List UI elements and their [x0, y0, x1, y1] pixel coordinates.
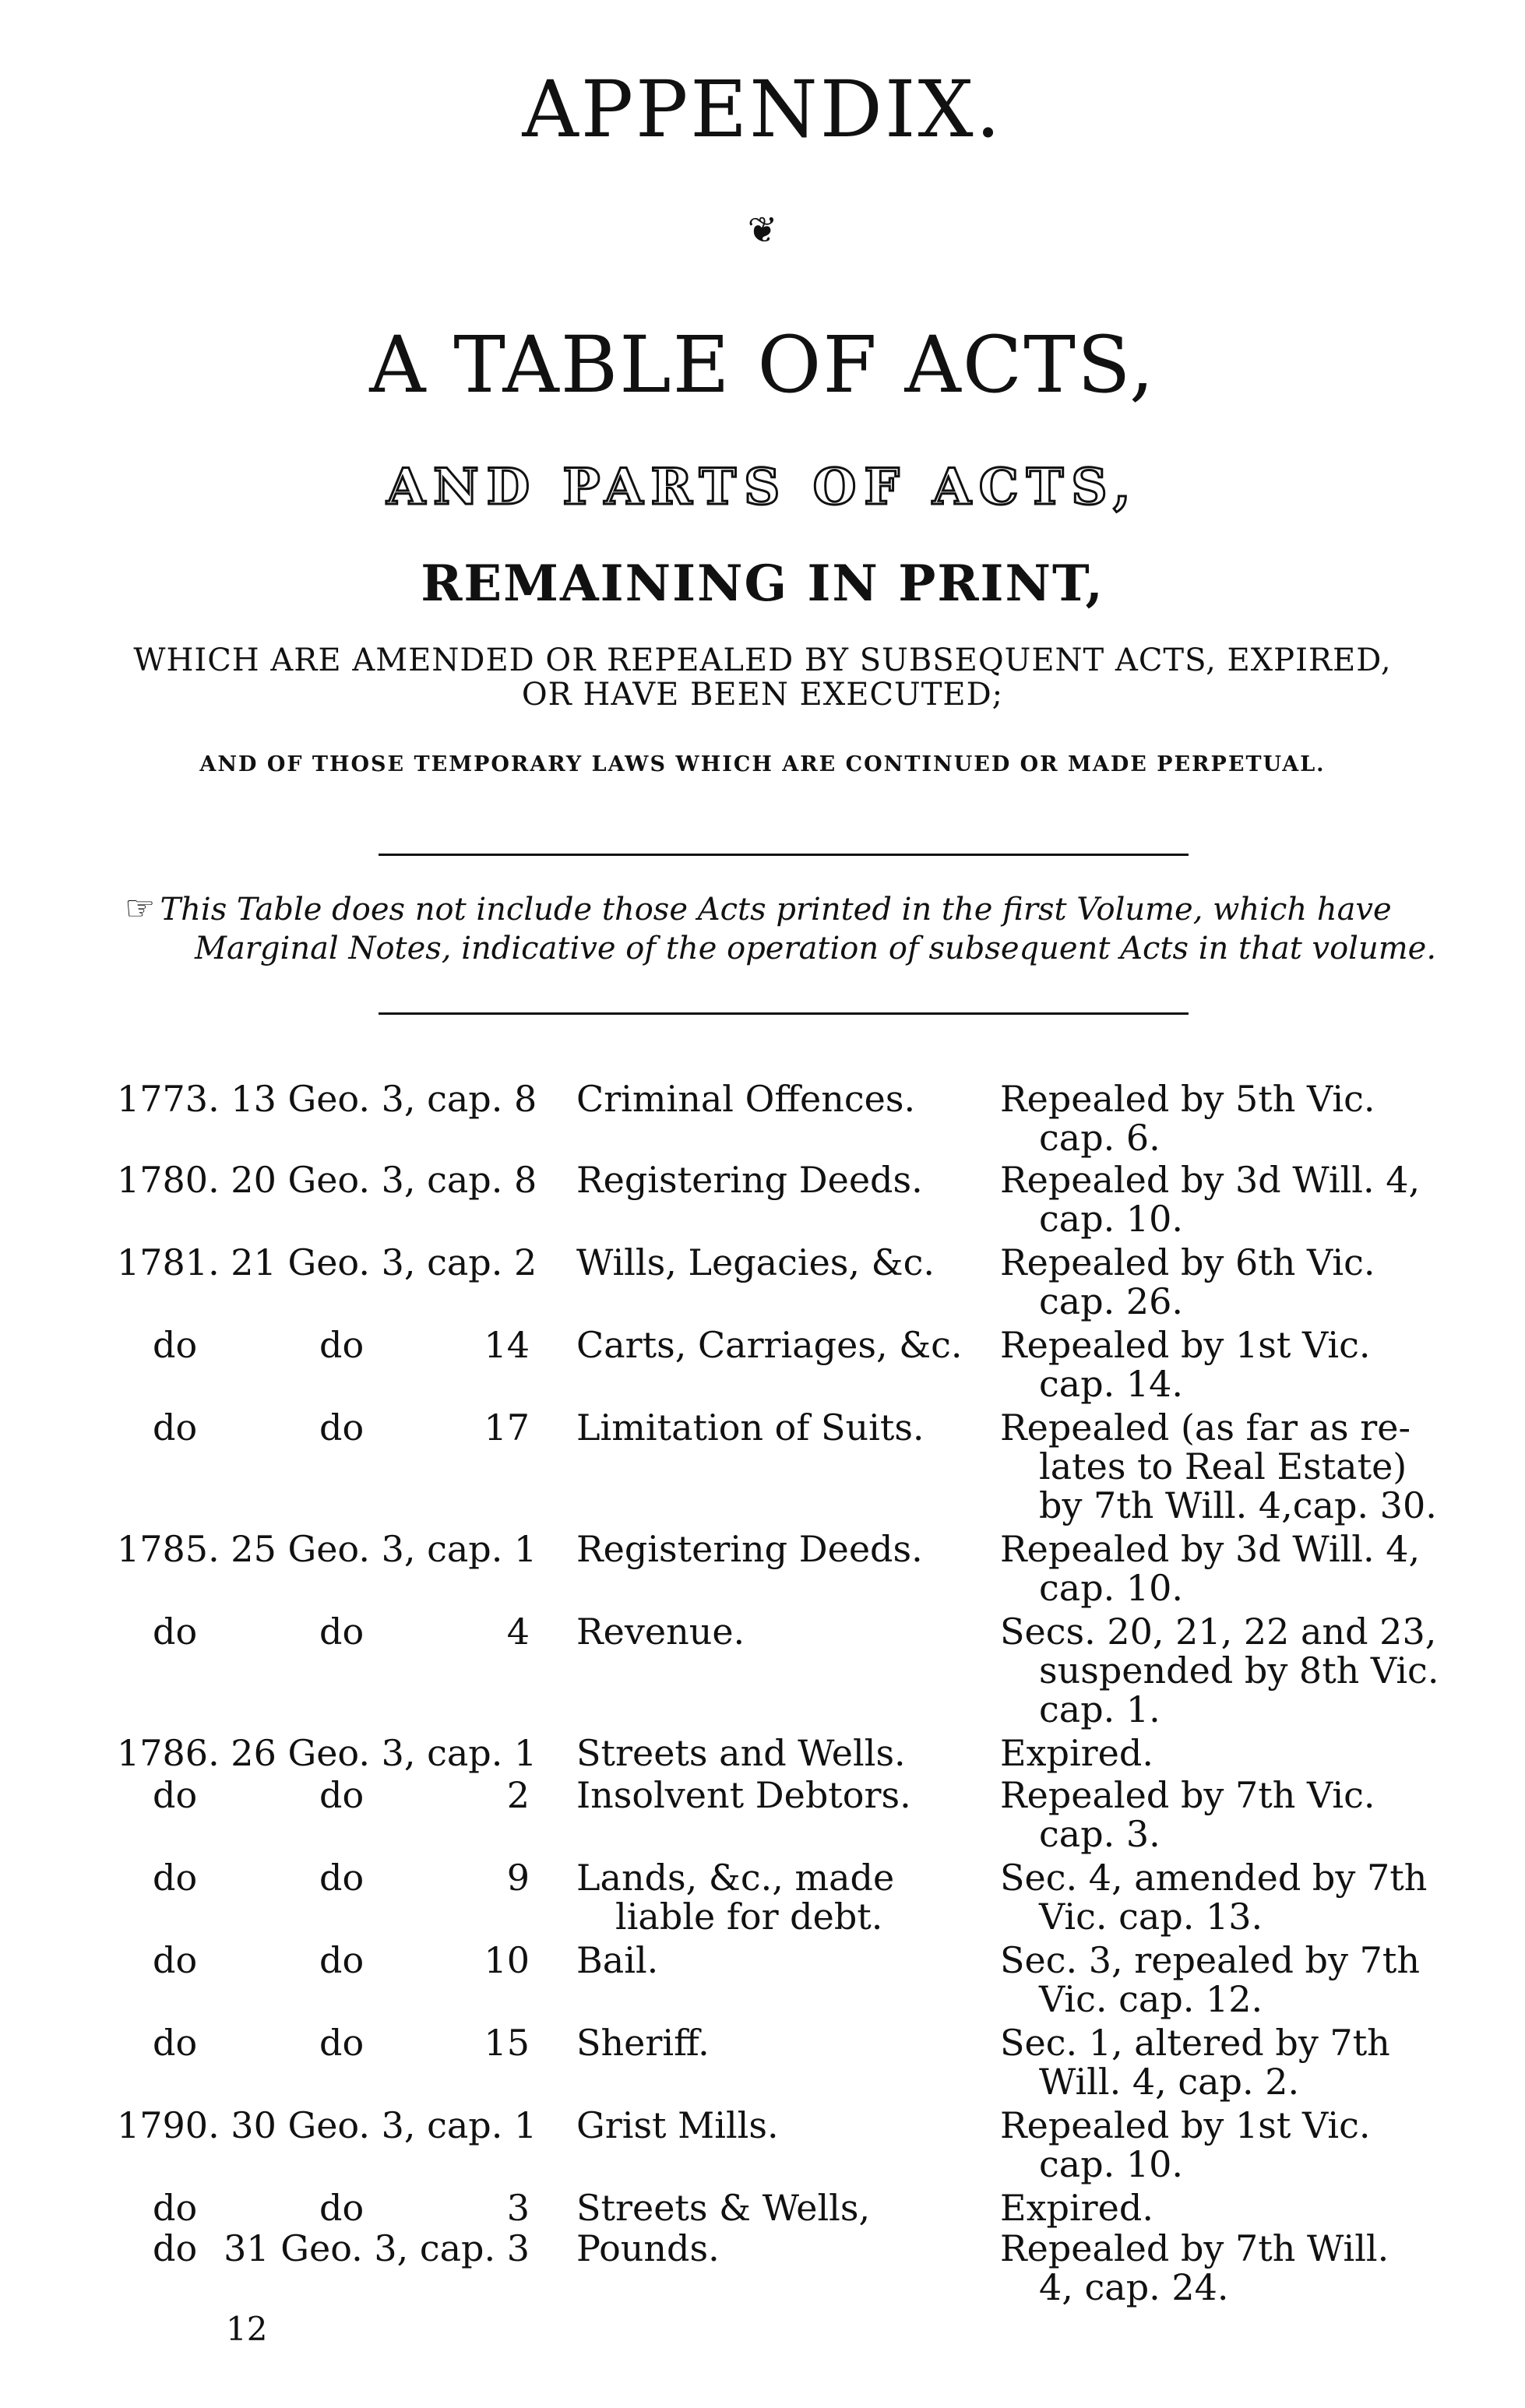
- act-subject: Criminal Offences.: [576, 1078, 916, 1120]
- act-subject: Registering Deeds.: [576, 1159, 923, 1201]
- act-chapter: 10: [484, 1939, 530, 1981]
- act-effect: Repealed by 7th Will.: [1000, 2227, 1389, 2269]
- ditto-mark: do: [319, 1774, 365, 1816]
- ditto-mark: do: [319, 1611, 365, 1653]
- act-effect: Sec. 1, altered by 7th: [1000, 2022, 1390, 2064]
- ornament-divider-icon: ❦: [747, 209, 778, 251]
- act-subject: Lands, &c., made: [576, 1857, 895, 1899]
- act-effect-continued: suspended by 8th Vic.: [1039, 1649, 1439, 1692]
- act-reference: 1786. 26 Geo. 3, cap. 1: [117, 1732, 537, 1774]
- ditto-mark: do: [153, 2227, 198, 2269]
- ditto-mark: do: [319, 2187, 365, 2229]
- act-effect-continued: cap. 10.: [1039, 1567, 1184, 1609]
- act-effect-continued: cap. 1.: [1039, 1688, 1160, 1730]
- act-reference: 1773. 13 Geo. 3, cap. 8: [117, 1078, 537, 1120]
- act-effect-continued: cap. 6.: [1039, 1117, 1160, 1159]
- act-reference: 1780. 20 Geo. 3, cap. 8: [117, 1159, 537, 1201]
- ditto-mark: do: [153, 2022, 198, 2064]
- act-effect-continued: cap. 10.: [1039, 2143, 1184, 2185]
- act-effect: Repealed by 3d Will. 4,: [1000, 1159, 1421, 1201]
- act-effect-continued: Vic. cap. 13.: [1039, 1896, 1263, 1938]
- act-effect: Repealed by 3d Will. 4,: [1000, 1528, 1421, 1570]
- act-effect-continued: lates to Real Estate): [1039, 1445, 1407, 1487]
- act-effect-continued: cap. 14.: [1039, 1363, 1184, 1405]
- act-effect: Repealed by 1st Vic.: [1000, 1324, 1371, 1366]
- act-chapter: 15: [484, 2022, 530, 2064]
- act-chapter: 9: [506, 1857, 530, 1899]
- act-subject: Limitation of Suits.: [576, 1406, 925, 1449]
- act-effect: Expired.: [1000, 2187, 1153, 2229]
- act-subject-continued: liable for debt.: [615, 1896, 883, 1938]
- act-effect: Sec. 4, amended by 7th: [1000, 1857, 1428, 1899]
- appendix-heading: APPENDIX.: [522, 64, 1003, 155]
- act-subject: Revenue.: [576, 1611, 745, 1653]
- act-effect-continued: 4, cap. 24.: [1039, 2266, 1229, 2308]
- ditto-mark: do: [153, 1857, 198, 1899]
- act-subject: Wills, Legacies, &c.: [576, 1241, 935, 1283]
- ditto-mark: do: [153, 1939, 198, 1981]
- act-chapter: 14: [484, 1324, 530, 1366]
- act-reference: 1785. 25 Geo. 3, cap. 1: [117, 1528, 537, 1570]
- note-text-1: This Table does not include those Acts printed in the first Volume, which have: [160, 892, 1392, 928]
- act-effect-continued: cap. 26.: [1039, 1280, 1184, 1322]
- act-chapter: 17: [484, 1406, 530, 1449]
- act-effect-continued: cap. 3.: [1039, 1813, 1160, 1855]
- act-chapter: 4: [506, 1611, 530, 1653]
- act-effect: Repealed (as far as re-: [1000, 1406, 1411, 1449]
- act-subject: Registering Deeds.: [576, 1528, 923, 1570]
- act-subject: Streets and Wells.: [576, 1732, 906, 1774]
- act-effect-continued: Will. 4, cap. 2.: [1039, 2061, 1300, 2103]
- act-subject: Grist Mills.: [576, 2104, 779, 2146]
- remaining-subtitle: REMAINING IN PRINT,: [421, 554, 1104, 613]
- scope-line-2: OR HAVE BEEN EXECUTED;: [521, 677, 1004, 713]
- act-subject: Pounds.: [576, 2227, 720, 2269]
- ditto-mark: do: [319, 1406, 365, 1449]
- ditto-mark: do: [153, 2187, 198, 2229]
- ditto-mark: do: [153, 1774, 198, 1816]
- act-effect: Repealed by 1st Vic.: [1000, 2104, 1371, 2146]
- scope-line-1: WHICH ARE AMENDED OR REPEALED BY SUBSEQUENT ACTS, EXPIRED,: [133, 642, 1392, 678]
- act-chapter: 3: [506, 2187, 530, 2229]
- act-subject: Streets & Wells,: [576, 2187, 871, 2229]
- act-reference: 1781. 21 Geo. 3, cap. 2: [117, 1241, 537, 1283]
- act-effect: Secs. 20, 21, 22 and 23,: [1000, 1611, 1437, 1653]
- act-effect-continued: cap. 10.: [1039, 1198, 1184, 1240]
- act-effect-continued: Vic. cap. 12.: [1039, 1978, 1263, 2020]
- page-number: 12: [226, 2310, 268, 2348]
- note-line-2: Marginal Notes, indicative of the operation of subsequent Acts in that volume.: [195, 931, 1437, 966]
- act-effect: Repealed by 5th Vic.: [1000, 1078, 1375, 1120]
- act-subject: Sheriff.: [576, 2022, 710, 2064]
- act-effect: Sec. 3, repealed by 7th: [1000, 1939, 1420, 1981]
- act-effect-continued: by 7th Will. 4,cap. 30.: [1039, 1484, 1437, 1526]
- table-title: A TABLE OF ACTS,: [369, 319, 1156, 410]
- ditto-mark: do: [153, 1324, 198, 1366]
- act-chapter: 2: [506, 1774, 530, 1816]
- act-reference: 31 Geo. 3, cap. 3: [224, 2227, 530, 2269]
- ditto-mark: do: [319, 1857, 365, 1899]
- ornate-subtitle: AND PARTS OF ACTS,: [386, 458, 1139, 516]
- act-effect: Expired.: [1000, 1732, 1153, 1774]
- act-effect: Repealed by 6th Vic.: [1000, 1241, 1375, 1283]
- pointing-hand-icon: ☞: [125, 889, 156, 928]
- ditto-mark: do: [319, 1324, 365, 1366]
- ditto-mark: do: [153, 1611, 198, 1653]
- temporary-laws-line: AND OF THOSE TEMPORARY LAWS WHICH ARE CONTINUED OR MADE PERPETUAL.: [199, 752, 1326, 776]
- act-reference: 1790. 30 Geo. 3, cap. 1: [117, 2104, 537, 2146]
- act-subject: Bail.: [576, 1939, 659, 1981]
- ditto-mark: do: [319, 2022, 365, 2064]
- ditto-mark: do: [153, 1406, 198, 1449]
- ditto-mark: do: [319, 1939, 365, 1981]
- act-effect: Repealed by 7th Vic.: [1000, 1774, 1375, 1816]
- act-subject: Carts, Carriages, &c.: [576, 1324, 963, 1366]
- act-subject: Insolvent Debtors.: [576, 1774, 911, 1816]
